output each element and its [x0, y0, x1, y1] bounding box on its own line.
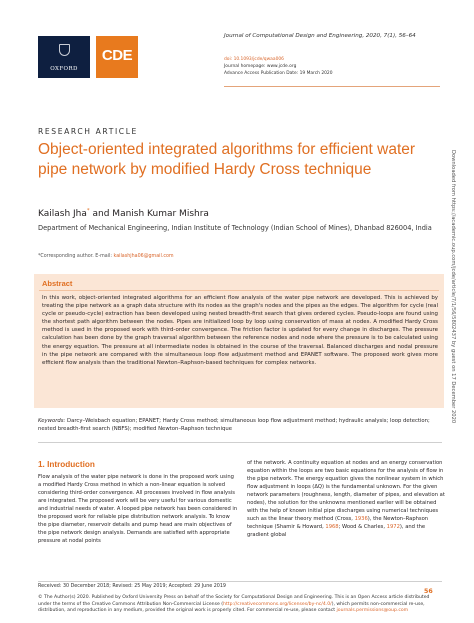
license-link[interactable]: http://creativecommons.org/licenses/by-nc/4.0/	[223, 601, 332, 607]
keywords-label: Keywords:	[38, 418, 66, 424]
intro-heading: 1. Introduction	[38, 460, 95, 469]
oxford-logo-text: OXFORD	[50, 66, 78, 72]
footer-divider	[38, 581, 442, 582]
intro-right-text-a: of the network. A continuity equation at nodes and an energy conservation equation within the loops are two basic equations for the analysis of flow in the pipe network. The energy equation gives the nonlinear system in which flow adjustment in loops (ΔQ) is the fundamental unknown. For the given network parameters (roughness, length, diameter of pipes, and elevation at nodes), the solution for the unknowns mentioned earlier will be obtained with the help of known initial pipe discharges using numerical techniques such as the linear theory method (Cross,	[247, 460, 445, 522]
cde-logo-text: CDE	[101, 47, 133, 64]
license-text-b: ), which permits non-commercial re-use, distribution, and reproduction in any medium, provided the original work is properly cited. For commercial re-use, please contact	[38, 601, 425, 614]
license-text	[38, 595, 444, 615]
oxford-crest-icon	[59, 44, 70, 56]
intro-left-column: Flow analysis of the water pipe network is done in the proposed work using a modified Hardy Cross method in which a non-linear equation is solved considering third-order convergence. All processes involved in flow analysis are integrated. The proposed work will be very useful for various domestic and industrial needs of water. A looped pipe network has been considered in the proposed work for reliable pipe distribution network analysis. To know the pipe diameter, reservoir details and pump head are main objectives of the pipe network design analysis. Demands are satisfied with appropriate pressure at nodal points	[38, 474, 238, 544]
intro-right-text-c: ; Wood & Charles,	[338, 523, 387, 530]
author-rest: and Manish Kumar Mishra	[89, 209, 209, 219]
corresponding-label: *Corresponding author. E-mail:	[38, 254, 114, 259]
page-number: 56	[424, 588, 433, 595]
abstract-heading: Abstract	[42, 279, 73, 288]
keywords-divider	[38, 442, 442, 443]
permissions-email-link[interactable]: journals.permissions@oup.com	[336, 608, 409, 614]
corresponding-author	[38, 254, 174, 259]
header-divider	[224, 86, 440, 87]
doi-link[interactable]: doi: 10.1093/jcde/qwaa006	[224, 57, 284, 62]
author-email-link[interactable]: kailashjha06@gmail.com	[113, 254, 174, 259]
keywords-text: Darcy–Weisbach equation; EPANET; Hardy Cross method; simultaneous loop flow adjustment method; hydraulic analysis; loop detection; nested breadth-first search (NBFS); modified Newton–Raphson technique	[38, 418, 430, 432]
advance-access-date: Advance Access Publication Date: 19 March 2020	[224, 71, 333, 77]
article-title: Object-oriented integrated algorithms for efficient water pipe network by modified Hardy Cross technique	[38, 141, 416, 178]
citation-link[interactable]: 1968	[325, 523, 339, 530]
intro-right-text-b: ), the Newton–Raphson technique (Shamir & Howard,	[247, 515, 429, 530]
abstract-box	[34, 274, 444, 408]
oxford-logo	[38, 36, 90, 78]
intro-right-column	[247, 460, 446, 540]
cde-logo	[96, 36, 138, 78]
license-text-a: © The Author(s) 2020. Published by Oxford University Press on behalf of the Society for Computational Design and Engineering. This is an Open Access article distributed under the terms of the Creative Commons Attribution Non-Commercial License (	[38, 595, 430, 607]
citation-link[interactable]: 1972	[386, 523, 400, 530]
journal-citation: Journal of Computational Design and Engineering, 2020, 7(1), 56–64	[224, 33, 416, 39]
keywords	[38, 418, 442, 434]
affiliation: Department of Mechanical Engineering, Indian Institute of Technology (Indian School of Mines), Dhanbad 826004, India	[38, 224, 432, 232]
corresponding-mark: *	[86, 208, 90, 214]
download-watermark-text: Downloaded from https://academic.oup.com/jcde/article/7/1/56/5802437 by guest on 17 December 2020	[450, 150, 456, 424]
abstract-text: In this work, object-oriented integrated algorithms for an efficient flow analysis of the water pipe network are developed. This is achieved by treating the pipe network as a graph data structure with its nodes as the graph's nodes and the pipes as the edges. The algorithm for cycle (real cycle or pseudo-cycle) extraction has been developed using nested breadth-first search that gives ordered cycles. Pseudo-loops are found using the shortest path algorithm between the nodes. Pipes are initialized loop by loop using conservation of mass at nodes. A modified Hardy Cross method is used in the proposed work with third-order convergence. The friction factor is updated for every change in discharges. The pressure calculation has been done by the graph traversal algorithm between the reference nodes and node where the pressure is to be calculated using the energy equation. The pressure at all intermediate nodes is obtained in the course of the traversal. Balanced discharges and nodal pressure in the pipe network are compared with the simultaneous loop flow adjustment method and EPANET software. The proposed work gives more efficient flow analysis than the traditional Newton–Raphson-based techniques for complex networks.	[42, 295, 438, 366]
author-list	[38, 208, 209, 219]
download-watermark	[451, 150, 461, 470]
received-dates: Received: 30 December 2018; Revised: 25 May 2019; Accepted: 29 June 2019	[38, 584, 226, 589]
article-meta	[224, 56, 333, 78]
section-label: RESEARCH ARTICLE	[38, 127, 138, 136]
author-first: Kailash Jha	[38, 209, 87, 219]
journal-homepage: Journal homepage: www.jcde.org	[224, 64, 297, 70]
abstract-divider	[39, 290, 439, 291]
intro-right-text-d: ), and the gradient global	[247, 523, 426, 538]
citation-link[interactable]: 1936	[354, 515, 368, 522]
